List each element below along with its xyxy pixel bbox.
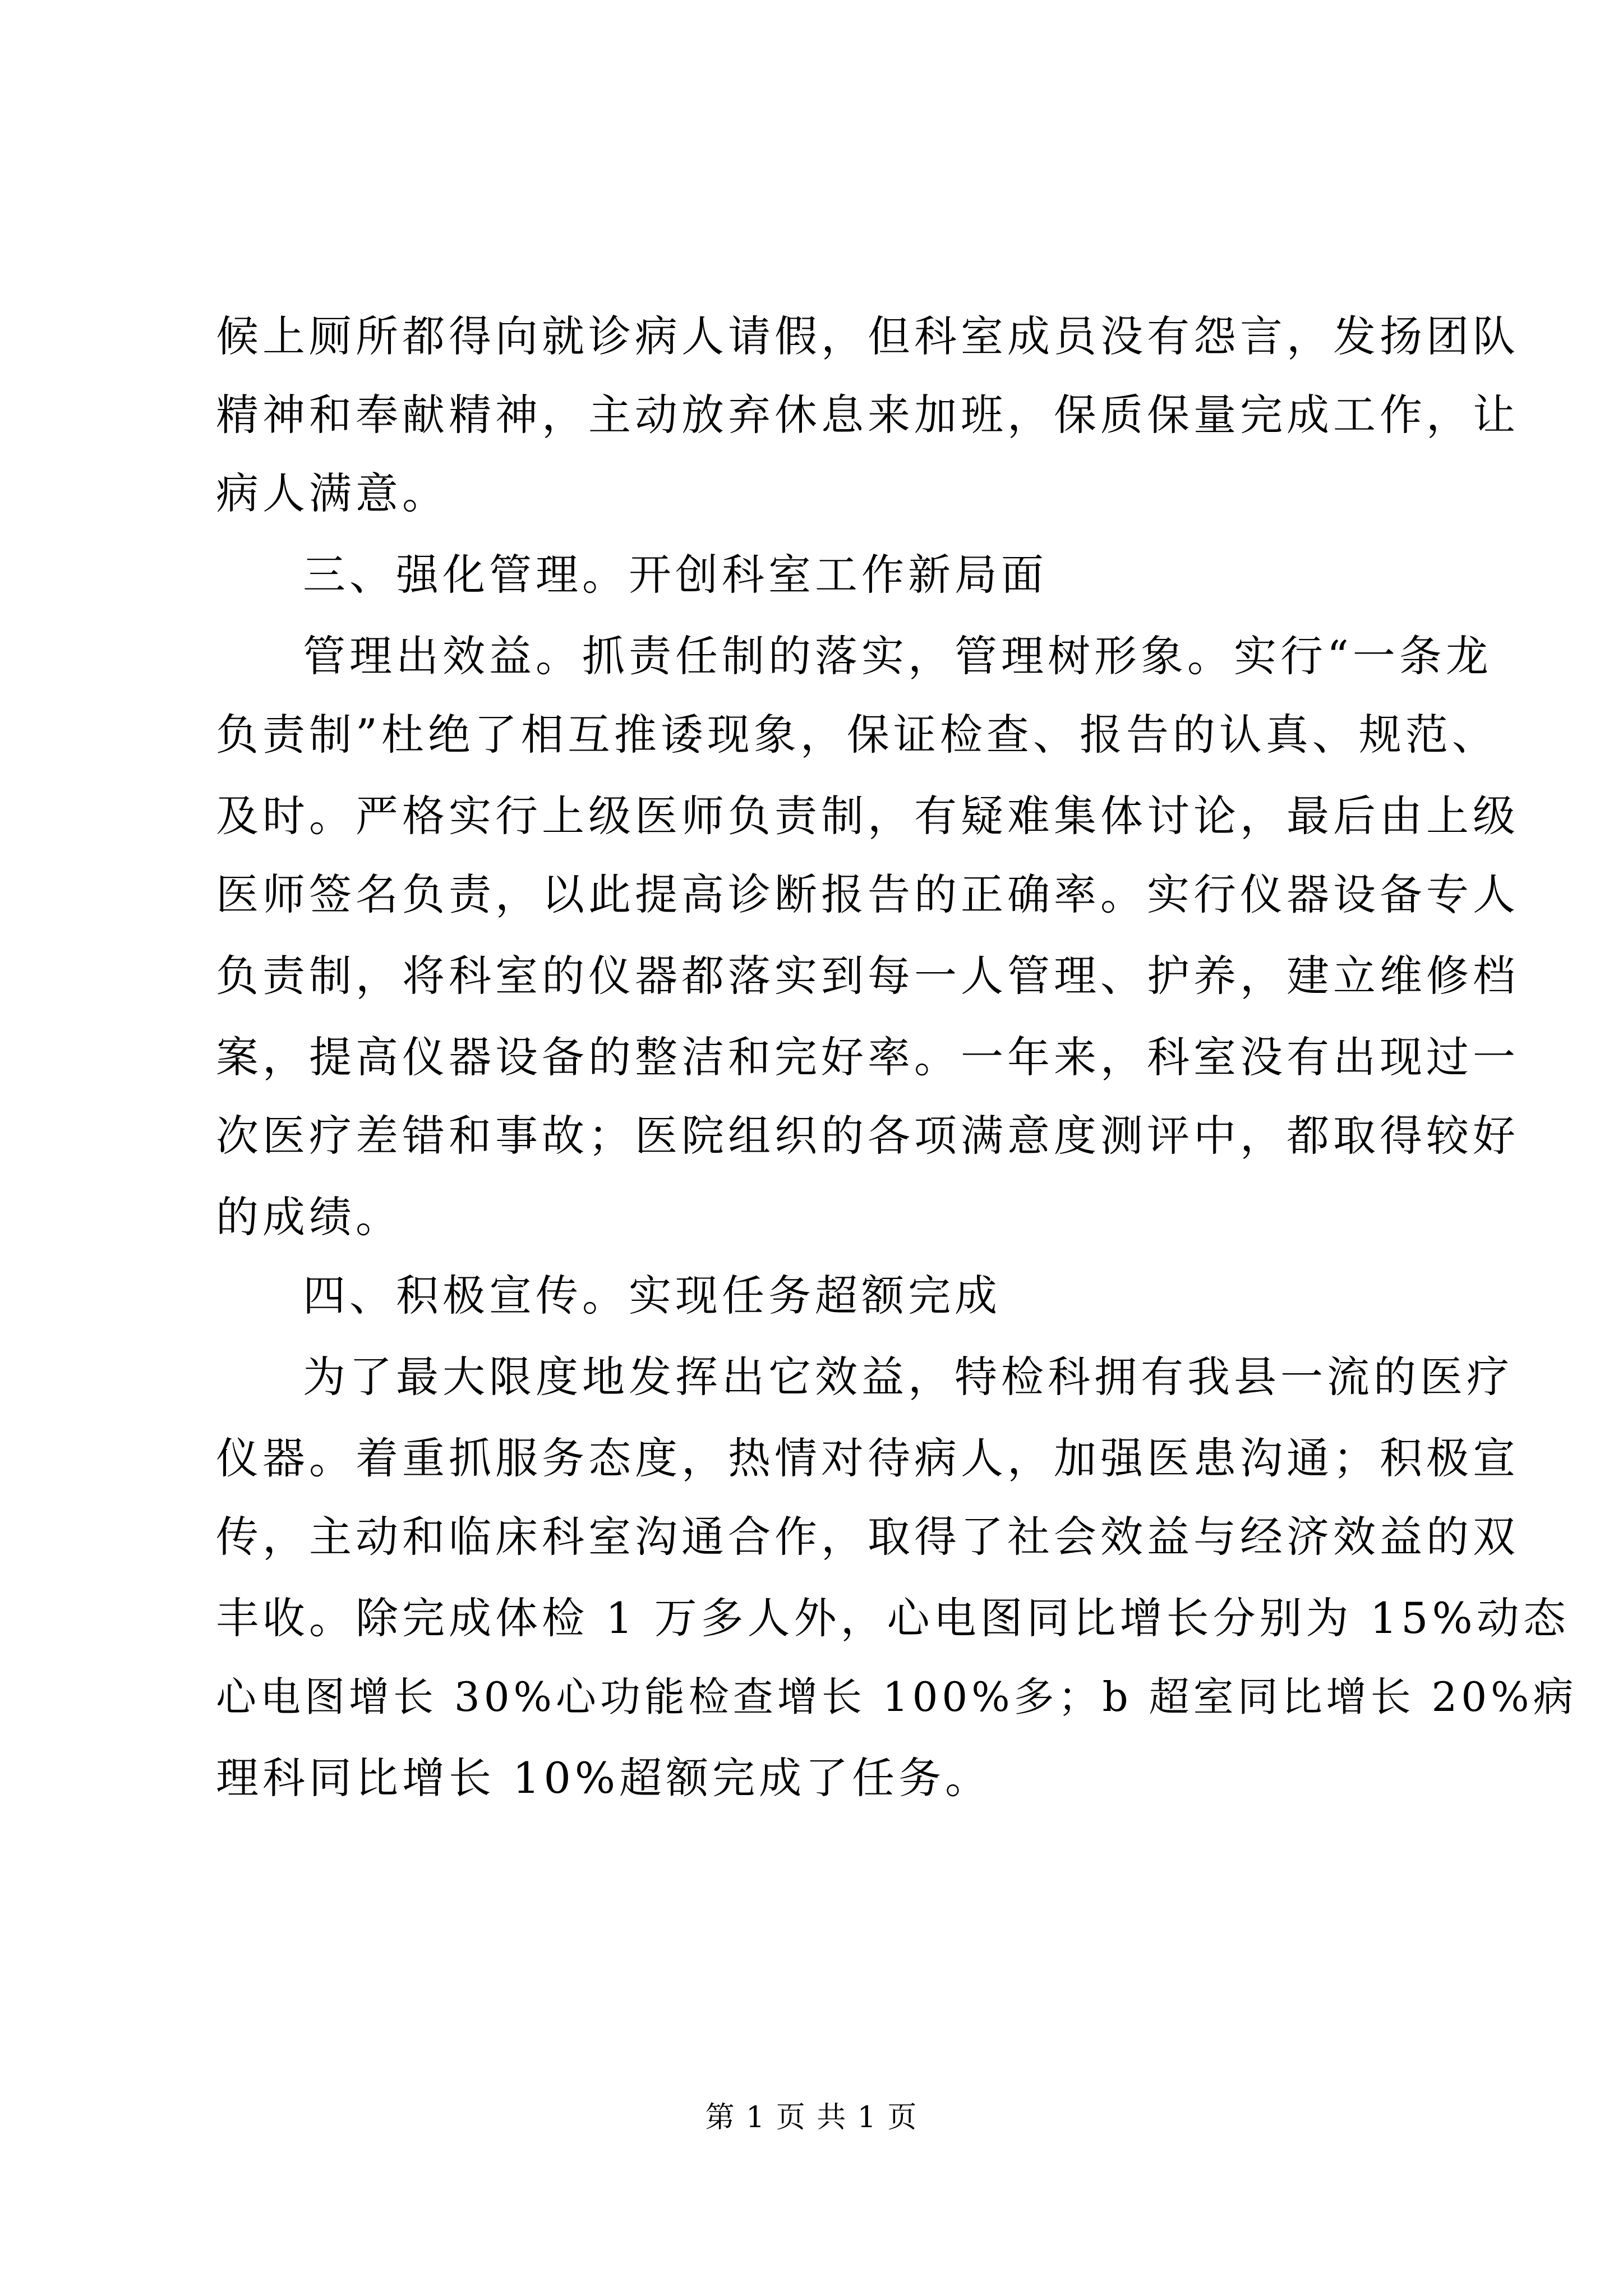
text-line-5: 管理出效益。抓责任制的落实，管理树形象。实行“一条龙 bbox=[303, 631, 1492, 681]
text-line-3: 病人满意。 bbox=[216, 468, 449, 518]
text-line-16: 传，主动和临床科室沟通合作，取得了社会效益与经济效益的双 bbox=[216, 1512, 1519, 1562]
text-line-11: 次医疗差错和事故；医院组织的各项满意度测评中，都取得较好 bbox=[216, 1111, 1519, 1161]
page-footer: 第 1 页 共 1 页 bbox=[705, 2101, 918, 2134]
text-line-7: 及时。严格实行上级医师负责制，有疑难集体讨论，最后由上级 bbox=[216, 791, 1519, 841]
text-line-19: 理科同比增长 10%超额完成了任务。 bbox=[216, 1753, 992, 1803]
text-line-6: 负责制”杜绝了相互推诿现象，保证检查、报告的认真、规范、 bbox=[216, 710, 1498, 760]
text-line-10: 案，提高仪器设备的整洁和完好率。一年来，科室没有出现过一 bbox=[216, 1032, 1519, 1082]
text-line-14: 为了最大限度地发挥出它效益，特检科拥有我县一流的医疗 bbox=[303, 1352, 1513, 1402]
section-heading-4: 四、积极宣传。实现任务超额完成 bbox=[303, 1271, 1001, 1320]
text-line-17: 丰收。除完成体检 1 万多人外，心电图同比增长分别为 15%动态 bbox=[216, 1593, 1570, 1643]
text-line-12: 的成绩。 bbox=[216, 1192, 402, 1242]
text-line-2: 精神和奉献精神，主动放弃休息来加班，保质保量完成工作，让 bbox=[216, 390, 1519, 440]
text-line-1: 候上厕所都得向就诊病人请假，但科室成员没有怨言，发扬团队 bbox=[216, 311, 1519, 361]
text-line-8: 医师签名负责，以此提高诊断报告的正确率。实行仪器设备专人 bbox=[216, 869, 1519, 919]
text-line-18: 心电图增长 30%心功能检查增长 100%多；b 超室同比增长 20%病 bbox=[216, 1673, 1578, 1720]
text-line-15: 仪器。着重抓服务态度，热情对待病人，加强医患沟通；积极宣 bbox=[216, 1433, 1519, 1483]
section-heading-3: 三、强化管理。开创科室工作新局面 bbox=[303, 550, 1048, 600]
text-line-9: 负责制，将科室的仪器都落实到每一人管理、护养，建立维修档 bbox=[216, 951, 1519, 1001]
